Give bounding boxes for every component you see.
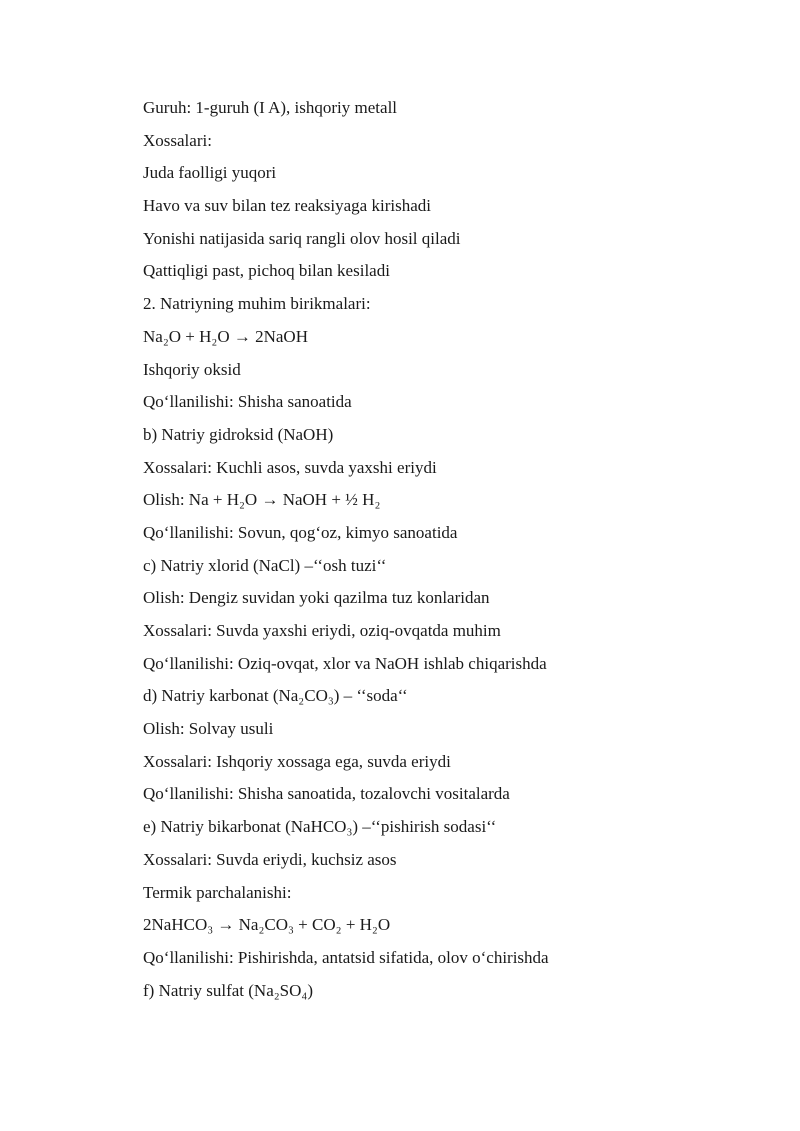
- text-line: Olish: Dengiz suvidan yoki qazilma tuz konlaridan: [143, 588, 490, 608]
- chemical-equation: Na₂O + H₂O → 2NaOH: [143, 326, 308, 346]
- subsection-heading: b) Natriy gidroksid (NaOH): [143, 424, 334, 444]
- chemical-equation: 2NaHCO₃ → Na₂CO₃ + CO₂ + H₂O: [143, 915, 391, 935]
- text-line: Qo‘llanilishi: Shisha sanoatida: [143, 392, 352, 412]
- text-line: Havo va suv bilan tez reaksiyaga kirishadi: [143, 196, 431, 216]
- text-line: Xossalari: Ishqoriy xossaga ega, suvda eriydi: [143, 751, 451, 771]
- text-line: Qo‘llanilishi: Sovun, qog‘oz, kimyo sanoatida: [143, 522, 458, 542]
- text-line: Xossalari: Suvda yaxshi eriydi, oziq-ovqatda muhim: [143, 621, 501, 640]
- text-line: Xossalari:: [143, 130, 212, 150]
- text-line: Qo‘llanilishi: Shisha sanoatida, tozalovchi vositalarda: [143, 784, 510, 804]
- chemical-equation: Olish: Na + H₂O → NaOH + ½ H₂: [143, 490, 381, 510]
- text-line: Qo‘llanilishi: Oziq-ovqat, xlor va NaOH ishlab chiqarishda: [143, 653, 547, 673]
- subsection-heading: d) Natriy karbonat (Na₂CO₃) – ‘‘soda‘‘: [143, 686, 408, 706]
- text-line: Olish: Solvay usuli: [143, 719, 274, 739]
- text-line: Qo‘llanilishi: Pishirishda, antatsid sifatida, olov o‘chirishda: [143, 947, 549, 967]
- text-line: Qattiqligi past, pichoq bilan kesiladi: [143, 261, 390, 281]
- subsection-heading: e) Natriy bikarbonat (NaHCO₃) –‘‘pishirish sodasi‘‘: [143, 817, 497, 837]
- text-line: Guruh: 1-guruh (I A), ishqoriy metall: [143, 98, 398, 117]
- text-line: Juda faolligi yuqori: [143, 163, 277, 183]
- text-line: Xossalari: Kuchli asos, suvda yaxshi eriydi: [143, 457, 437, 477]
- text-line: Xossalari: Suvda eriydi, kuchsiz asos: [143, 849, 397, 869]
- subsection-heading: c) Natriy xlorid (NaCl) –‘‘osh tuzi‘‘: [143, 555, 387, 575]
- subsection-heading: f) Natriy sulfat (Na₂SO₄): [143, 980, 313, 1000]
- text-line: Ishqoriy oksid: [143, 359, 241, 379]
- document-body: [143, 96, 763, 1011]
- text-line: Termik parchalanishi:: [143, 882, 292, 902]
- section-heading: 2. Natriyning muhim birikmalari:: [143, 294, 371, 314]
- text-line: Yonishi natijasida sariq rangli olov hosil qiladi: [143, 228, 461, 248]
